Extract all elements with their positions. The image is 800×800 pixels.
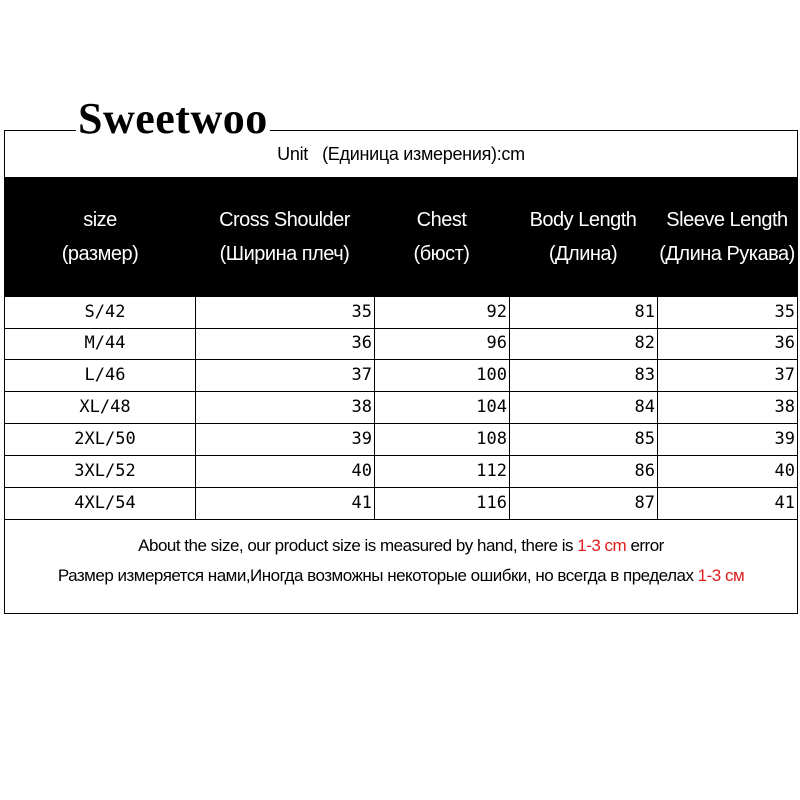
chest-cell: 108 (374, 424, 509, 456)
header-cross-shoulder (195, 177, 374, 296)
cross-shoulder-cell: 36 (195, 328, 374, 360)
note-en-prefix: About the size, our product size is measured by hand, there is (138, 536, 578, 555)
cross-shoulder-cell: 35 (195, 296, 374, 329)
cross-shoulder-cell: 41 (195, 488, 374, 520)
cross-shoulder-cell: 40 (195, 456, 374, 488)
header-cross-shoulder-ru: (Ширина плеч) (219, 242, 350, 265)
sleeve-length-cell: 36 (657, 328, 797, 360)
chest-cell: 92 (374, 296, 509, 329)
body-length-cell: 87 (509, 488, 657, 520)
header-size-en: size (83, 208, 117, 231)
size-cell: XL/48 (5, 392, 195, 424)
size-cell: S/42 (5, 296, 195, 329)
table-row (5, 360, 797, 392)
cross-shoulder-cell: 38 (195, 392, 374, 424)
sleeve-length-cell: 40 (657, 456, 797, 488)
header-body-length (509, 177, 657, 296)
note-russian (5, 561, 797, 591)
sleeve-length-cell: 41 (657, 488, 797, 520)
size-cell: 2XL/50 (5, 424, 195, 456)
size-chart (4, 130, 798, 614)
chest-cell: 104 (374, 392, 509, 424)
body-length-cell: 83 (509, 360, 657, 392)
header-size-ru: (размер) (61, 242, 139, 265)
header-body-length-en: Body Length (529, 208, 637, 231)
body-length-cell: 82 (509, 328, 657, 360)
cross-shoulder-cell: 37 (195, 360, 374, 392)
table-row (5, 328, 797, 360)
header-sleeve-length-ru: (Длина Рукава) (659, 242, 795, 265)
table-row (5, 392, 797, 424)
size-cell: 4XL/54 (5, 488, 195, 520)
sleeve-length-cell: 37 (657, 360, 797, 392)
header-chest-ru: (бюст) (413, 242, 470, 265)
body-length-cell: 84 (509, 392, 657, 424)
size-cell: 3XL/52 (5, 456, 195, 488)
body-length-cell: 85 (509, 424, 657, 456)
table-row (5, 424, 797, 456)
header-cross-shoulder-en: Cross Shoulder (219, 208, 350, 231)
chest-cell: 116 (374, 488, 509, 520)
note-en-highlight: 1-3 cm (577, 536, 627, 555)
header-chest-en: Chest (416, 208, 467, 231)
table-row (5, 456, 797, 488)
table-row (5, 488, 797, 520)
chest-cell: 100 (374, 360, 509, 392)
header-body-length-ru: (Длина) (548, 242, 618, 265)
header-size (5, 177, 195, 296)
cross-shoulder-cell: 39 (195, 424, 374, 456)
note-ru-prefix: Размер измеряется нами,Иногда возможны некоторые ошибки, но всегда в пределах (57, 566, 698, 585)
size-cell: M/44 (5, 328, 195, 360)
table-row (5, 296, 797, 328)
body-length-cell: 86 (509, 456, 657, 488)
sleeve-length-cell: 35 (657, 296, 797, 329)
note-english (5, 531, 797, 561)
header-sleeve-length-en: Sleeve Length (666, 208, 788, 231)
chest-cell: 112 (374, 456, 509, 488)
table-body (5, 296, 797, 520)
unit-label: Unit (Единица измерения):cm (277, 143, 525, 164)
size-cell: L/46 (5, 360, 195, 392)
body-length-cell: 81 (509, 296, 657, 329)
note-ru-highlight: 1-3 см (697, 566, 745, 585)
table-header (5, 177, 797, 296)
sleeve-length-cell: 39 (657, 424, 797, 456)
header-chest (374, 177, 509, 296)
chest-cell: 96 (374, 328, 509, 360)
header-sleeve-length (657, 177, 797, 296)
measurement-note (5, 531, 797, 591)
sleeve-length-cell: 38 (657, 392, 797, 424)
brand-title: Sweetwoo (76, 92, 270, 146)
note-en-suffix: error (626, 536, 664, 555)
